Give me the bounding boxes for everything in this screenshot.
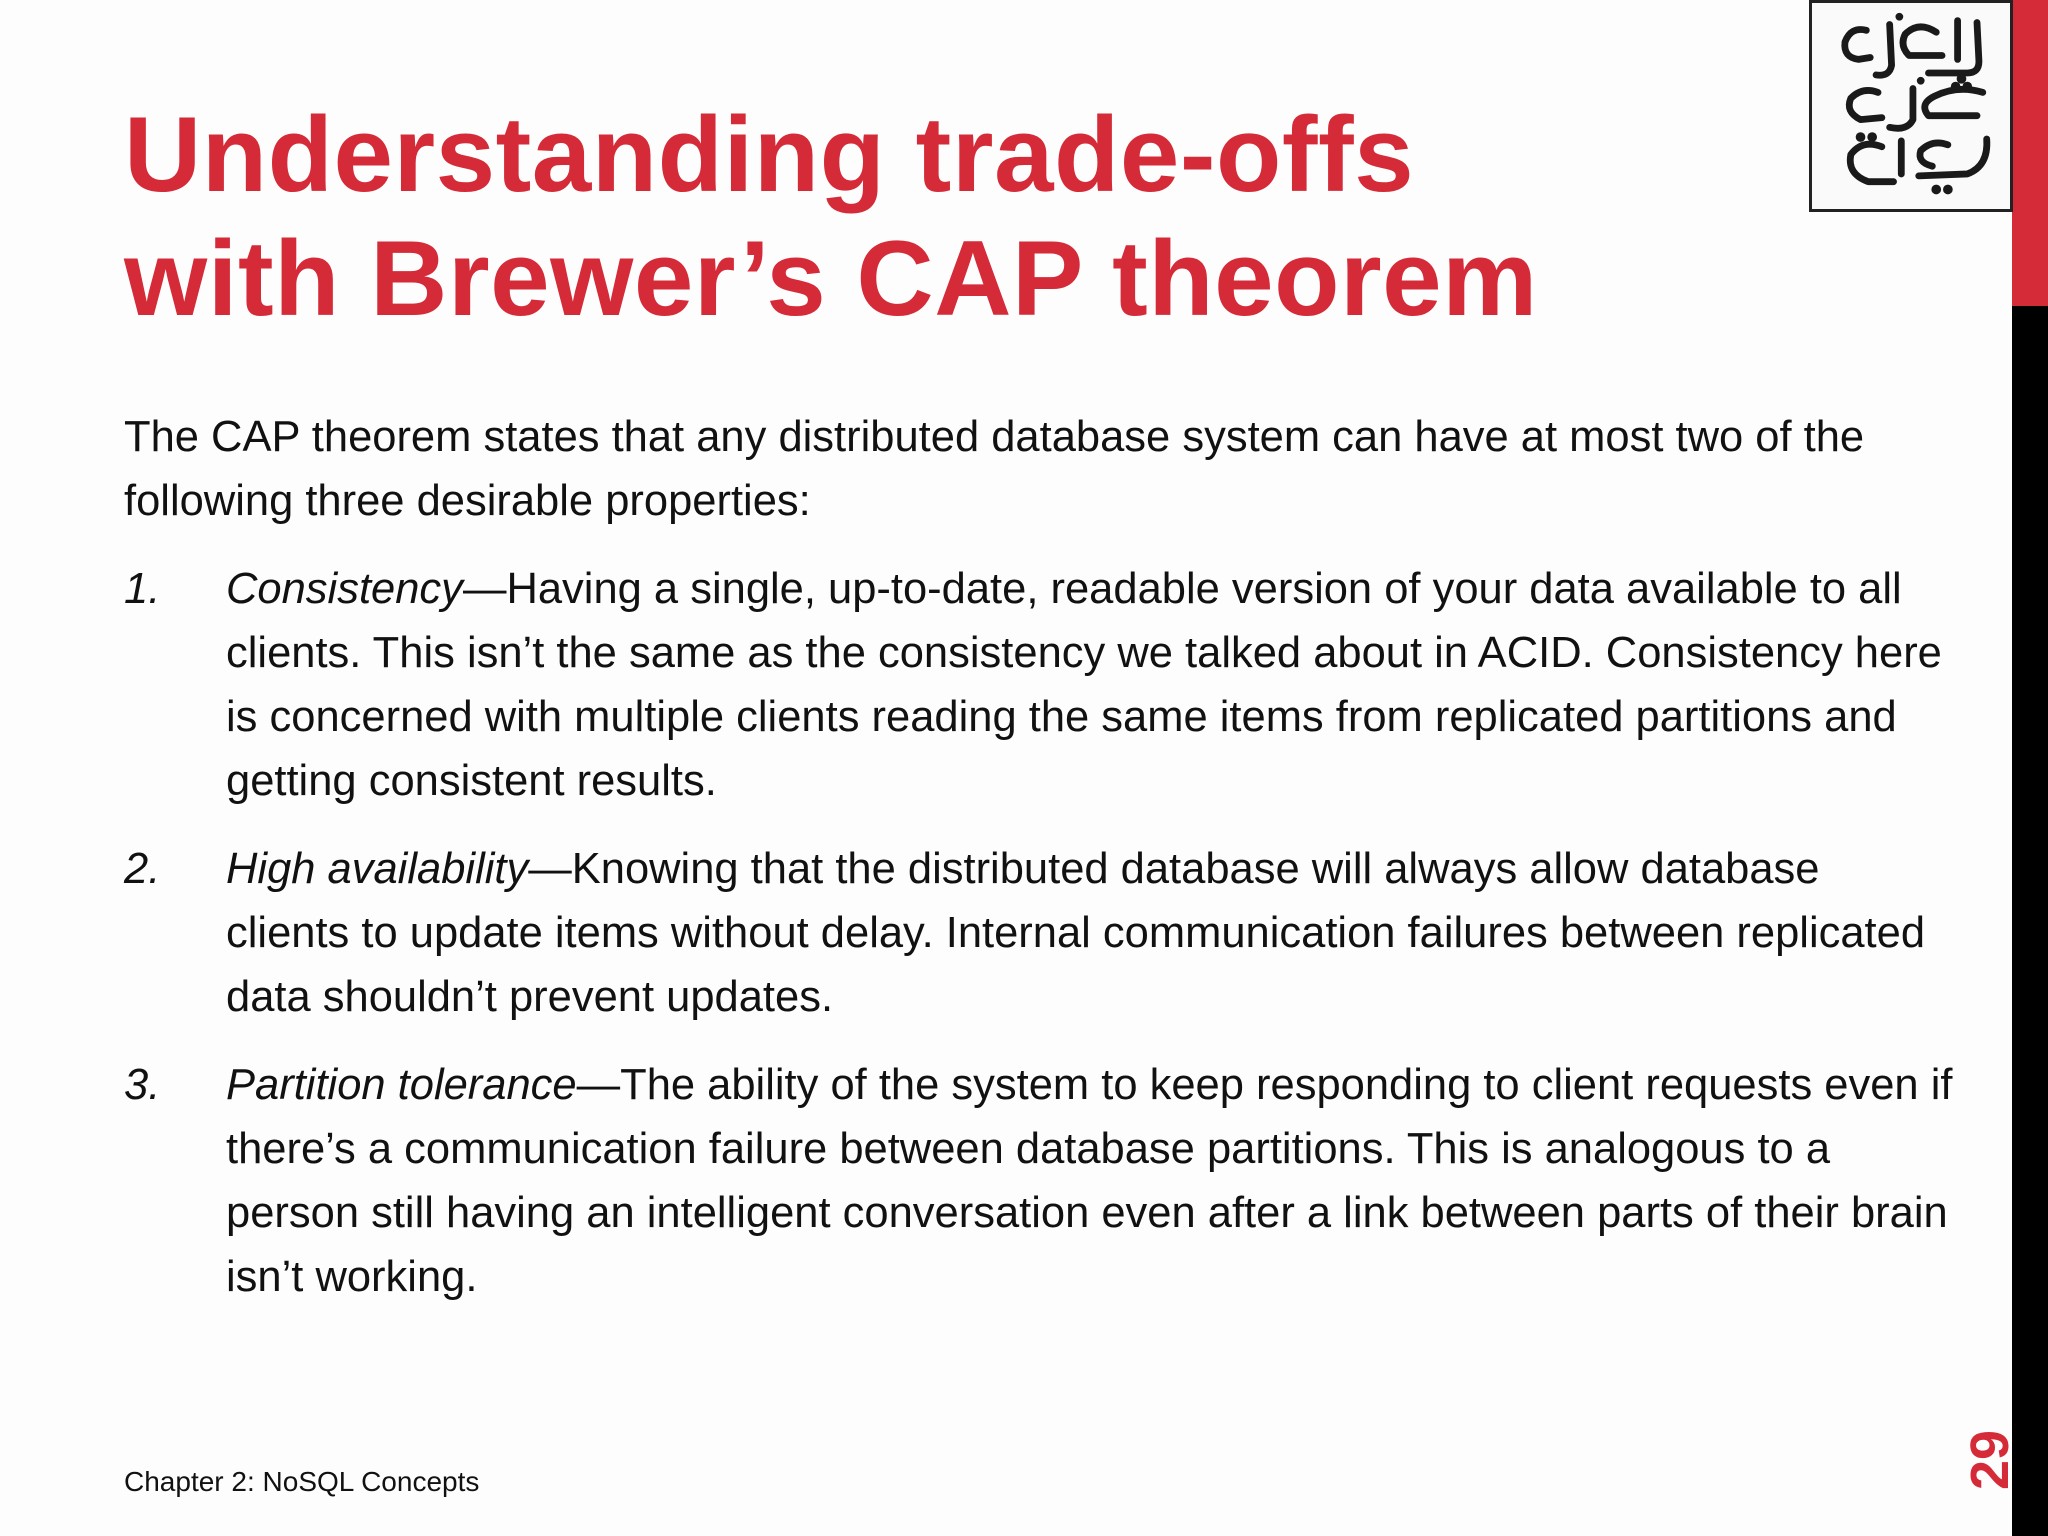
- list-item-number: 2.: [124, 845, 161, 893]
- slide-footer: Chapter 2: NoSQL Concepts: [124, 1466, 480, 1497]
- slide-title: [124, 92, 1764, 340]
- intro-paragraph: The CAP theorem states that any distributed database system can have at most two of the following three desirable properties:: [124, 413, 1865, 525]
- list-item-partition-tolerance: [124, 1053, 1954, 1309]
- slide-body: [124, 405, 1954, 1333]
- list-item-text: —The ability of the system to keep responding to client requests even if there’s a communication failure between database partitions. This is analogous to a person still having an intelligent conversation even after a link between parts of their brain isn’t working.: [226, 1061, 1953, 1301]
- list-item-high-availability: [124, 837, 1954, 1029]
- edge-band-black: [2012, 306, 2048, 1536]
- list-item-text: —Having a single, up-to-date, readable version of your data available to all clients. This isn’t the same as the consistency we talked about in ACID. Consistency here is concerned with multiple clients reading the same items from replicated partitions and getting consistent results.: [226, 565, 1942, 805]
- page-number: 29: [1960, 1429, 2020, 1490]
- title-line-1: Understanding trade-offs: [124, 94, 1415, 214]
- edge-band-red: [2012, 0, 2048, 306]
- list-item-term: Consistency: [226, 565, 463, 613]
- list-item-number: 3.: [124, 1061, 161, 1109]
- list-item-number: 1.: [124, 565, 161, 613]
- list-item-term: Partition tolerance: [226, 1061, 577, 1109]
- list-item-term: High availability: [226, 845, 529, 893]
- list-item-consistency: [124, 557, 1954, 813]
- calligraphy-logo-icon: [1812, 3, 2010, 209]
- university-logo: [1809, 0, 2013, 212]
- list-item-text: —Knowing that the distributed database will always allow database clients to update items without delay. Internal communication failures between replicated data shouldn’t prevent updates.: [226, 845, 1926, 1021]
- title-line-2: with Brewer’s CAP theorem: [124, 218, 1538, 338]
